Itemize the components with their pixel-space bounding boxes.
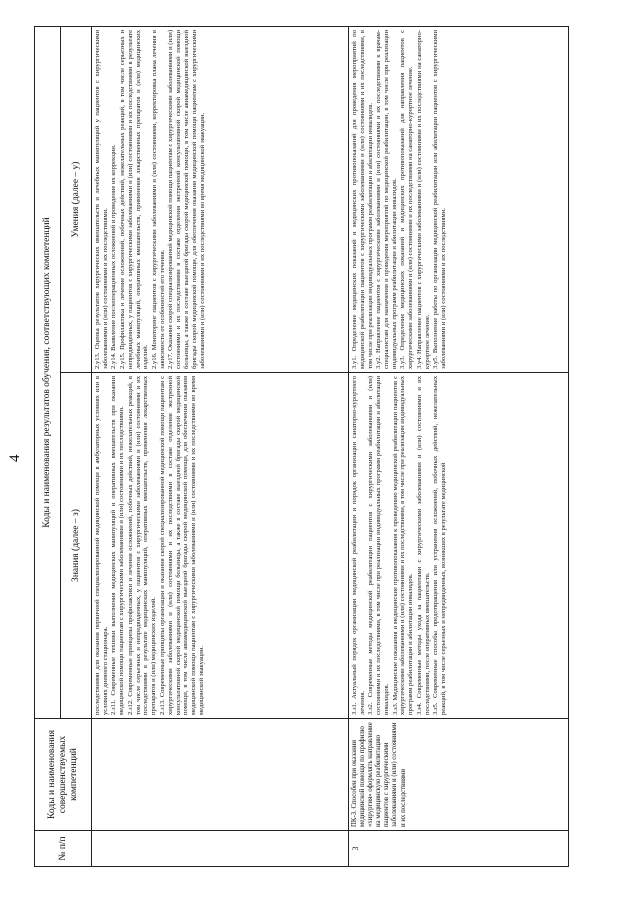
skill-item: 3.у3. Определение медицинских показаний и медицинских противопоказаний для направления пациентов с хирургическими заболеваниями и (или) состояниями и их последствиями на санаторно-курортное лечение. [399, 29, 415, 369]
table-row [349, 26, 569, 866]
col-num-header: № п/п [35, 831, 92, 867]
knowledge-cell [92, 373, 349, 719]
skill-item: 2.у14. Выявление послеоперационных осложнений и проведение их коррекции. [110, 144, 118, 369]
skill-item: 3.у2. Направление пациентов с хирургическими заболеваниями и (или) состояниями и их последствиями к врачам-специалистам для назначения и проведения мероприятий по медицинской реабилитации, в том числе при реализации индивидуальных программ реабилитации и абилитации инвалидов. [375, 29, 399, 369]
skill-item: 2.у17. Оказание скорой специализированной медицинской помощи пациентам с хирургическими заболеваниями и (или) состояниями и их последствиями в составе отделения экстренной консультативной скорой медицинской помощи больницы, а также в составе выездной бригады скорой медицинской помощи, в том числе авиамедицинской выездной бригады скорой медицинской помощи, для обеспечения оказания медицинской помощи пациентам с хирургическими заболеваниями и (или) состояниями и их последствиями во время медицинской эвакуации. [167, 29, 206, 369]
col-results-header: Коды и наименования результатов обучения, соответствующих компетенций [35, 26, 61, 718]
table-row [92, 26, 349, 866]
skill-item: 2.у15. Профилактика и лечение осложнений, побочных действий, нежелательных реакций, в том числе серьезных и непредвиденных, у пациентов с хирургическими заболеваниями и (или) состояниями и их последствиями в результате лечебных манипуляций, оперативных вмешательств, применения лекарственных препаратов и (или) медицинских изделий. [118, 29, 150, 369]
page-number: 4 [7, 454, 23, 462]
col-knowledge-header: Знания (далее – з) [61, 373, 92, 719]
competency-cell: ПК-3. Способен при оказании медицинской помощи по профилю «хирургия» оформлять направление на медицинскую реабилитацию пациентов с хирургическими заболеваниями и (или) состояниями и их последствиями [349, 719, 569, 831]
row-number: 3 [349, 831, 569, 867]
knowledge-item: 3.з1. Актуальный порядок организации медицинской реабилитации и порядок организации санаторно-курортного лечения. [351, 376, 366, 715]
knowledge-item: 3.з3. Медицинские показания и медицинские противопоказания к проведению медицинской реабилитации пациентов с хирургическими заболеваниями и (или) состояниями и их последствиями, в том числе при реализации индивидуальных программ реабилитации и абилитации инвалидов. [391, 376, 415, 715]
skill-item: 3.у4. Направление пациентов с хирургическими заболеваниями и (или) состояниями и их последствиями на санаторно-курортное лечение. [415, 29, 431, 369]
row-number [92, 831, 349, 867]
col-codes-header: Коды и наименования совершенствуемых компетенций [35, 719, 92, 831]
knowledge-item: 2.з13. Современные принципы организации и оказания скорой специализированной медицинской помощи пациентам с хирургическими заболеваниями и (или) состояниями и их последствиями в составе отделения экстренной консультативной скорой медицинской помощи больницы, а также в составе выездной бригады скорой медицинской помощи, в том числе авиамедицинской выездной бригады скорой медицинской помощи, для обеспечения оказания медицинской помощи пациентам с хирургическими заболеваниями и (или) состояниями и их последствиями во время медицинской эвакуации. [158, 376, 206, 715]
skills-cell [92, 26, 349, 372]
skill-item: 3.у1. Определение медицинских показаний и медицинских противопоказаний для проведения мероприятий по медицинской реабилитации пациентов с хирургическими заболеваниями и (или) состояниями и их последствиями, в том числе при реализации индивидуальных программ реабилитации и абилитации инвалидов. [351, 29, 374, 369]
header-row-1 [35, 26, 61, 866]
skill-item: 2.у16. Мониторинг пациентов с хирургическими заболеваниями и (или) состояниями, корректировка плана лечения в зависимости от особенностей его течения. [150, 29, 166, 369]
knowledge-item: 2.з12. Современные принципы профилактики и лечения осложнений, побочных действий, нежелательных реакций, в том числе серьезных и непредвиденных, у пациентов с хирургическими заболеваниями и (или) состояниями и их последствиями в результате медицинских манипуляций, оперативных вмешательств, применения лекарственных препаратов и (или) медицинских изделий. [126, 376, 158, 715]
knowledge-item: 2.з11. Современные техники выполнения медицинских манипуляций и оперативных вмешательств при оказании медицинской помощи пациентам с хирургическими заболеваниями и (или) состояниями и их последствиями. [110, 376, 126, 715]
knowledge-item: последствиями для оказания первичной специализированной медицинской помощи в амбулаторных условиях или в условиях дневного стационара. [94, 376, 109, 715]
col-skills-header: Умения (далее – у) [61, 26, 92, 372]
knowledge-item: 3.з5. Современные способы предотвращения или устранения осложнений, побочных действий, нежелательных реакций, в том числе серьезных и непредвиденных, возникших в результате медицинской [432, 376, 447, 715]
skill-item: 2.у13. Оценка результатов хирургических вмешательств и лечебных манипуляций у пациентов с хирургическими заболеваниями и (или) состояниями и их последствиями. [94, 29, 109, 369]
competency-cell [92, 719, 349, 831]
knowledge-item: 3.з4. Современные методы ухода за пациентами с хирургическими заболеваниями и (или) состояниями и их последствиями, после оперативных вмешательств. [415, 376, 431, 715]
knowledge-cell [349, 373, 569, 719]
knowledge-item: 3.з2. Современные методы медицинской реабилитации пациентов с хирургическими заболеваниями и (или) состояниями и их последствиями, в том числе при реализации индивидуальных программ реабилитации и абилитации инвалидов. [367, 376, 391, 715]
competency-table [34, 26, 569, 867]
skill-item: 3.у5. Выполнение работы по организации медицинской реабилитации или абилитации пациентов с хирургическими заболеваниями и (или) состояниями и их последствиями. [432, 29, 447, 369]
skills-cell [349, 26, 569, 372]
